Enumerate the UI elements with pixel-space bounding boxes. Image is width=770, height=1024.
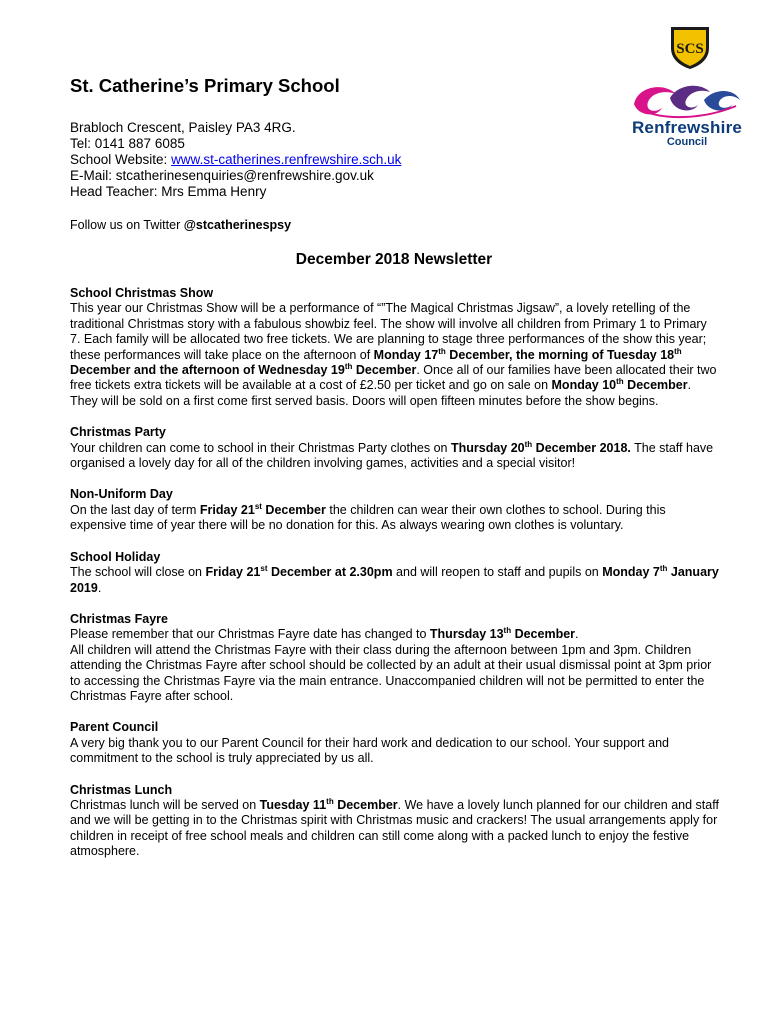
section-heading: Non-Uniform Day	[70, 487, 173, 502]
body-text: . They will be sold on a first come first served basis. Doors will open fifteen minutes before the show begins.	[70, 378, 692, 408]
body-text: . We have a lovely lunch planned for our children and staff and we will be getting in to the Christmas spirit with Christmas music and crackers! The usual arrangements apply for children in receipt of free school meals and children can still come along with a packed lunch to enjoy the festive atmosphere.	[70, 797, 719, 859]
section-christmas-party	[70, 425, 720, 471]
section-heading: School Christmas Show	[70, 286, 214, 300]
date-text: Thursday 20	[450, 440, 525, 455]
section-parent-council	[70, 720, 720, 766]
date-text: December	[261, 502, 326, 517]
body-text: The staff have organised a lovely day for all of the children involving games, activities and a special visitor!	[70, 440, 714, 471]
twitter-prefix: Follow us on Twitter	[70, 218, 184, 232]
date-text: Friday 21	[205, 565, 261, 580]
body-text: Please remember that our Christmas Fayre date has changed to	[70, 627, 430, 642]
ordinal-suffix: th	[326, 796, 334, 806]
council-subtitle: Council	[666, 136, 708, 148]
ordinal-suffix: st	[260, 564, 268, 574]
date-text: Monday 7	[602, 565, 660, 580]
body-text: This year our Christmas Show will be a performance of “”The Magical Christmas Jigsaw”, a lovely retelling of the traditional Christmas story with a fabulous showbiz feel. The show will involve all children from Primary 1 to Primary 7. Each family will be allocated two free tickets. We are planning to stage three performances of the show this year; these performances will take place on the afternoon of	[70, 301, 707, 362]
section-body	[70, 441, 720, 472]
date-text: Monday 10	[551, 378, 617, 393]
section-body	[70, 565, 720, 596]
date-text: January 2019	[70, 565, 719, 595]
date-text: December, the morning of Tuesday 18	[445, 347, 675, 362]
newsletter-sections	[70, 286, 720, 876]
ordinal-suffix: th	[438, 346, 446, 356]
newsletter-title: December 2018 Newsletter	[295, 251, 493, 268]
date-text: December at 2.30pm	[267, 565, 393, 580]
body-text: the children can wear their own clothes to school. During this expensive time of year there will be no donation for this. As always wearing own clothes is voluntary.	[70, 502, 666, 533]
ordinal-suffix: th	[659, 564, 668, 574]
section-body	[70, 798, 720, 860]
website-link[interactable]: www.st-catherines.renfrewshire.sch.uk	[171, 152, 402, 167]
date-text: Monday 17	[373, 347, 439, 362]
telephone: Tel: 0141 887 6085	[70, 136, 185, 151]
head-teacher: Head Teacher: Mrs Emma Henry	[70, 184, 267, 199]
section-christmas-show	[70, 286, 720, 409]
school-crest-logo	[668, 24, 712, 70]
section-heading: Christmas Fayre	[70, 611, 168, 626]
date-text: December	[623, 378, 688, 393]
section-heading: Christmas Lunch	[70, 782, 173, 797]
section-christmas-lunch	[70, 783, 720, 860]
section-body: All children will attend the Christmas Fayre with their class during the afternoon between 1pm and 3pm. Children attending the Christmas Fayre after school should be collected by an adult at their usual dismissal point at 3pm prior to accessing the Christmas Fayre via the main entrance. Unaccompanied children will not be permitted to enter the Christmas Fayre after school.	[70, 642, 712, 703]
section-christmas-fayre	[70, 612, 720, 704]
twitter-line	[70, 218, 291, 232]
website-label: School Website:	[70, 152, 172, 167]
body-text: and will reopen to staff and pupils on	[392, 565, 603, 580]
svg-text:SCS: SCS	[676, 41, 704, 57]
section-heading: Christmas Party	[70, 425, 166, 440]
contact-details	[70, 120, 401, 200]
date-text: December	[511, 627, 576, 642]
section-body: A very big thank you to our Parent Council for their hard work and dedication to our school. Your support and commitment to the school is truly appreciated by us all.	[70, 735, 669, 766]
section-body	[70, 301, 720, 409]
address-line: Brabloch Crescent, Paisley PA3 4RG.	[70, 120, 296, 135]
twitter-handle: @stcatherinespsy	[183, 218, 292, 232]
date-text: December	[333, 797, 398, 812]
ordinal-suffix: th	[344, 362, 353, 372]
ordinal-suffix: th	[616, 377, 624, 387]
ordinal-suffix: th	[674, 346, 682, 356]
date-text: Friday 21	[199, 502, 255, 517]
date-text: December 2018.	[532, 440, 631, 455]
body-text: . Once all of our families have been allocated their two free tickets extra tickets will be available at a cost of £2.50 per ticket and go on sale on	[70, 363, 717, 393]
section-body	[70, 627, 720, 642]
ordinal-suffix: th	[503, 626, 512, 636]
body-text: .	[97, 580, 102, 595]
website-line	[70, 152, 401, 168]
section-body	[70, 503, 720, 534]
email: E-Mail: stcatherinesenquiries@renfrewshire.gov.uk	[70, 168, 374, 183]
date-text: December	[352, 363, 417, 378]
body-text: Your children can come to school in their Christmas Party clothes on	[70, 440, 451, 455]
date-text: Tuesday 11	[259, 797, 327, 812]
council-name: Renfrewshire	[631, 118, 743, 137]
date-text: Thursday 13	[429, 627, 504, 642]
body-text: .	[575, 627, 579, 642]
school-name: St. Catherine’s Primary School	[70, 75, 340, 96]
section-school-holiday	[70, 550, 720, 596]
ordinal-suffix: th	[524, 439, 533, 449]
section-heading: School Holiday	[70, 549, 161, 564]
date-text: December and the afternoon of Wednesday 19	[70, 363, 345, 378]
body-text: Christmas lunch will be served on	[70, 797, 260, 812]
body-text: The school will close on	[70, 565, 206, 580]
section-non-uniform-day	[70, 487, 720, 533]
body-text: On the last day of term	[70, 502, 200, 517]
ordinal-suffix: st	[254, 501, 262, 511]
section-heading: Parent Council	[70, 720, 159, 735]
